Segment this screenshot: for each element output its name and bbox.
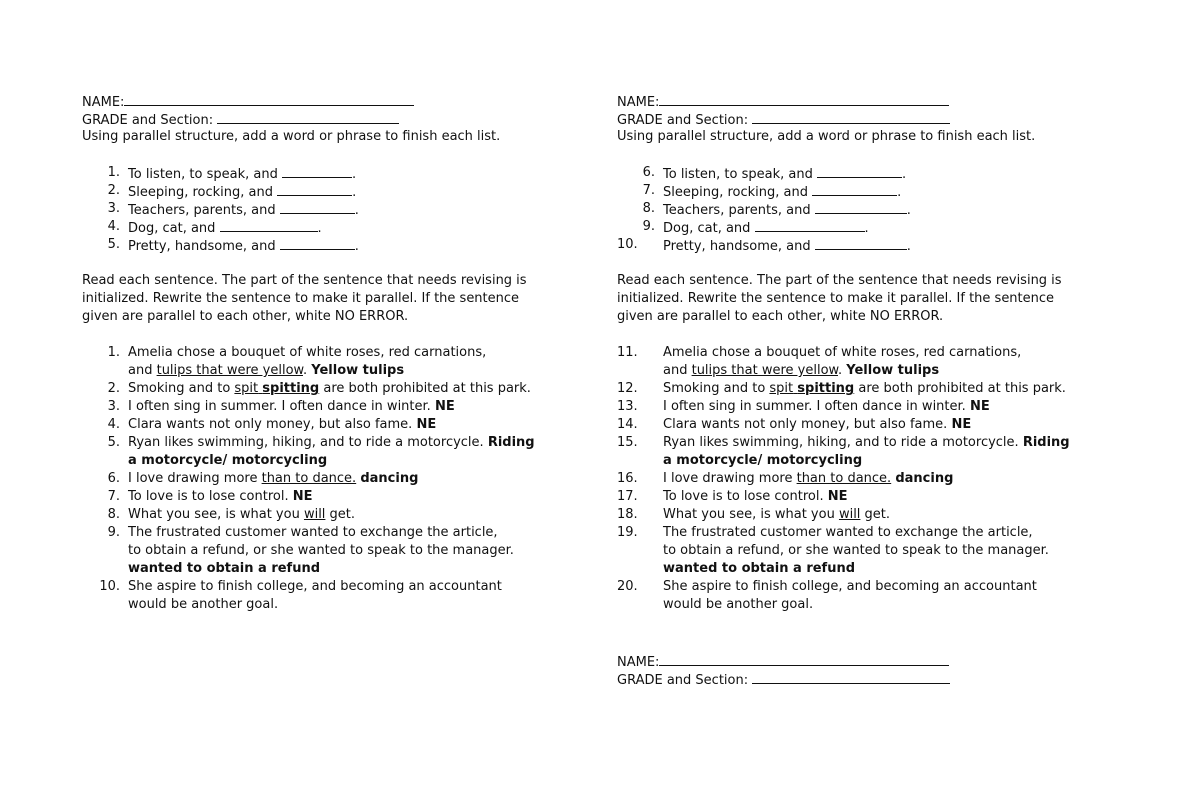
list-item: 7. Sleeping, rocking, and . bbox=[642, 183, 902, 200]
answer-text: NE bbox=[416, 417, 437, 432]
grade-field bbox=[617, 670, 1117, 688]
part1-instruction: Using parallel structure, add a word or phrase to finish each list. bbox=[82, 129, 501, 144]
part2-instruction-line: Read each sentence. The part of the sentence that needs revising is bbox=[82, 273, 527, 288]
part2-instruction-line: given are parallel to each other, white NO ERROR. bbox=[617, 309, 944, 324]
sentence-cont: to obtain a refund, or she wanted to speak to the manager. bbox=[128, 543, 514, 558]
sentence-item: 20. She aspire to finish college, and becoming an accountant bbox=[617, 579, 1037, 594]
worksheet-right bbox=[617, 92, 1117, 688]
answer-blank[interactable] bbox=[280, 236, 355, 250]
answer-text: wanted to obtain a refund bbox=[663, 561, 856, 576]
list-item: 10. Pretty, handsome, and . bbox=[617, 237, 911, 254]
sentence-item: 3. I often sing in summer. I often dance in winter. NE bbox=[107, 399, 455, 414]
list-item: 4. Dog, cat, and . bbox=[107, 219, 322, 236]
sentence-item: 9. The frustrated customer wanted to exchange the article, bbox=[107, 525, 498, 540]
sentence-item: 12. Smoking and to spit spitting are both prohibited at this park. bbox=[617, 381, 1066, 396]
answer-text: spitting bbox=[262, 381, 320, 396]
worksheet-left bbox=[82, 92, 582, 614]
name-label: NAME: bbox=[82, 95, 125, 110]
grade-blank[interactable] bbox=[752, 670, 950, 684]
part1-instruction: Using parallel structure, add a word or phrase to finish each list. bbox=[617, 129, 1036, 144]
sentence-item: 1. Amelia chose a bouquet of white roses, red carnations, bbox=[107, 345, 487, 360]
answer-text: Yellow tulips bbox=[311, 363, 405, 378]
sentence-item: 6. I love drawing more than to dance. dancing bbox=[107, 471, 419, 486]
sentence-item: 18. What you see, is what you will get. bbox=[617, 507, 891, 522]
part2-instruction-line: initialized. Rewrite the sentence to make it parallel. If the sentence bbox=[82, 291, 520, 306]
sentence-item: 14. Clara wants not only money, but also fame. NE bbox=[617, 417, 972, 432]
name-blank[interactable] bbox=[659, 92, 949, 106]
sentence-item: 10. She aspire to finish college, and becoming an accountant bbox=[99, 579, 502, 594]
answer-blank[interactable] bbox=[277, 182, 352, 196]
answer-blank[interactable] bbox=[280, 200, 355, 214]
sentence-item: 5. Ryan likes swimming, hiking, and to ride a motorcycle. Riding bbox=[107, 435, 535, 450]
sentence-cont bbox=[82, 452, 582, 470]
sentence-item: 11. Amelia chose a bouquet of white roses, red carnations, bbox=[617, 345, 1022, 360]
sentence-item: 2. Smoking and to spit spitting are both prohibited at this park. bbox=[107, 381, 531, 396]
grade-label: GRADE and Section: bbox=[617, 673, 749, 688]
list-item: 2. Sleeping, rocking, and . bbox=[107, 183, 357, 200]
answer-blank[interactable] bbox=[755, 218, 865, 232]
answer-text: NE bbox=[951, 417, 972, 432]
answer-text: dancing bbox=[360, 471, 419, 486]
grade-field bbox=[82, 110, 582, 128]
sentence-item: 7. To love is to lose control. NE bbox=[107, 489, 313, 504]
part2-instruction-line: given are parallel to each other, white NO ERROR. bbox=[82, 309, 409, 324]
part2-instruction-line: initialized. Rewrite the sentence to make it parallel. If the sentence bbox=[617, 291, 1055, 306]
sentence-cont: and tulips that were yellow. Yellow tulips bbox=[663, 363, 940, 378]
sentence-item: 19. The frustrated customer wanted to exchange the article, bbox=[617, 525, 1033, 540]
list-item: 8. Teachers, parents, and . bbox=[642, 201, 911, 218]
list-item: 3. Teachers, parents, and . bbox=[107, 201, 359, 218]
grade-field bbox=[617, 110, 1117, 128]
answer-text: NE bbox=[969, 399, 990, 414]
name-label: NAME: bbox=[617, 655, 660, 670]
grade-label: GRADE and Section: bbox=[617, 113, 749, 128]
name-field bbox=[82, 92, 582, 110]
answer-text: dancing bbox=[895, 471, 954, 486]
name-field bbox=[617, 652, 1117, 670]
answer-text: NE bbox=[292, 489, 313, 504]
answer-text: a motorcycle/ motorcycling bbox=[128, 453, 328, 468]
sentence-item: 16. I love drawing more than to dance. dancing bbox=[617, 471, 954, 486]
answer-blank[interactable] bbox=[815, 236, 907, 250]
list-item: 6. To listen, to speak, and . bbox=[642, 165, 907, 182]
sentence-item: 8. What you see, is what you will get. bbox=[107, 507, 356, 522]
name-field bbox=[617, 92, 1117, 110]
sentence-item: 17. To love is to lose control. NE bbox=[617, 489, 848, 504]
name-label: NAME: bbox=[617, 95, 660, 110]
sentence-cont: would be another goal. bbox=[663, 597, 814, 612]
sentence-cont bbox=[617, 560, 1117, 578]
sentence-item: 13. I often sing in summer. I often dance in winter. NE bbox=[617, 399, 990, 414]
answer-text: spitting bbox=[797, 381, 855, 396]
grade-blank[interactable] bbox=[752, 110, 950, 124]
answer-blank[interactable] bbox=[817, 164, 902, 178]
answer-text: wanted to obtain a refund bbox=[128, 561, 321, 576]
list-item: 5. Pretty, handsome, and . bbox=[107, 237, 359, 254]
answer-blank[interactable] bbox=[812, 182, 897, 196]
sentence-cont: and tulips that were yellow. Yellow tulips bbox=[128, 363, 405, 378]
sentence-item: 15. Ryan likes swimming, hiking, and to ride a motorcycle. Riding bbox=[617, 435, 1070, 450]
answer-text: NE bbox=[827, 489, 848, 504]
list-item: 9. Dog, cat, and . bbox=[642, 219, 869, 236]
grade-label: GRADE and Section: bbox=[82, 113, 214, 128]
part2-instruction-line: Read each sentence. The part of the sentence that needs revising is bbox=[617, 273, 1062, 288]
grade-blank[interactable] bbox=[217, 110, 399, 124]
name-blank[interactable] bbox=[124, 92, 414, 106]
next-worksheet-header bbox=[617, 652, 1117, 688]
answer-blank[interactable] bbox=[220, 218, 318, 232]
list-item: 1. To listen, to speak, and . bbox=[107, 165, 357, 182]
answer-text: Yellow tulips bbox=[846, 363, 940, 378]
sentence-cont bbox=[617, 452, 1117, 470]
answer-blank[interactable] bbox=[815, 200, 907, 214]
sentence-cont: to obtain a refund, or she wanted to speak to the manager. bbox=[663, 543, 1049, 558]
answer-blank[interactable] bbox=[282, 164, 352, 178]
sentence-cont bbox=[82, 560, 582, 578]
sentence-item: 4. Clara wants not only money, but also fame. NE bbox=[107, 417, 437, 432]
answer-text: NE bbox=[434, 399, 455, 414]
sentence-cont: would be another goal. bbox=[128, 597, 279, 612]
answer-text: Riding bbox=[1022, 435, 1070, 450]
name-blank[interactable] bbox=[659, 652, 949, 666]
answer-text: a motorcycle/ motorcycling bbox=[663, 453, 863, 468]
answer-text: Riding bbox=[487, 435, 535, 450]
